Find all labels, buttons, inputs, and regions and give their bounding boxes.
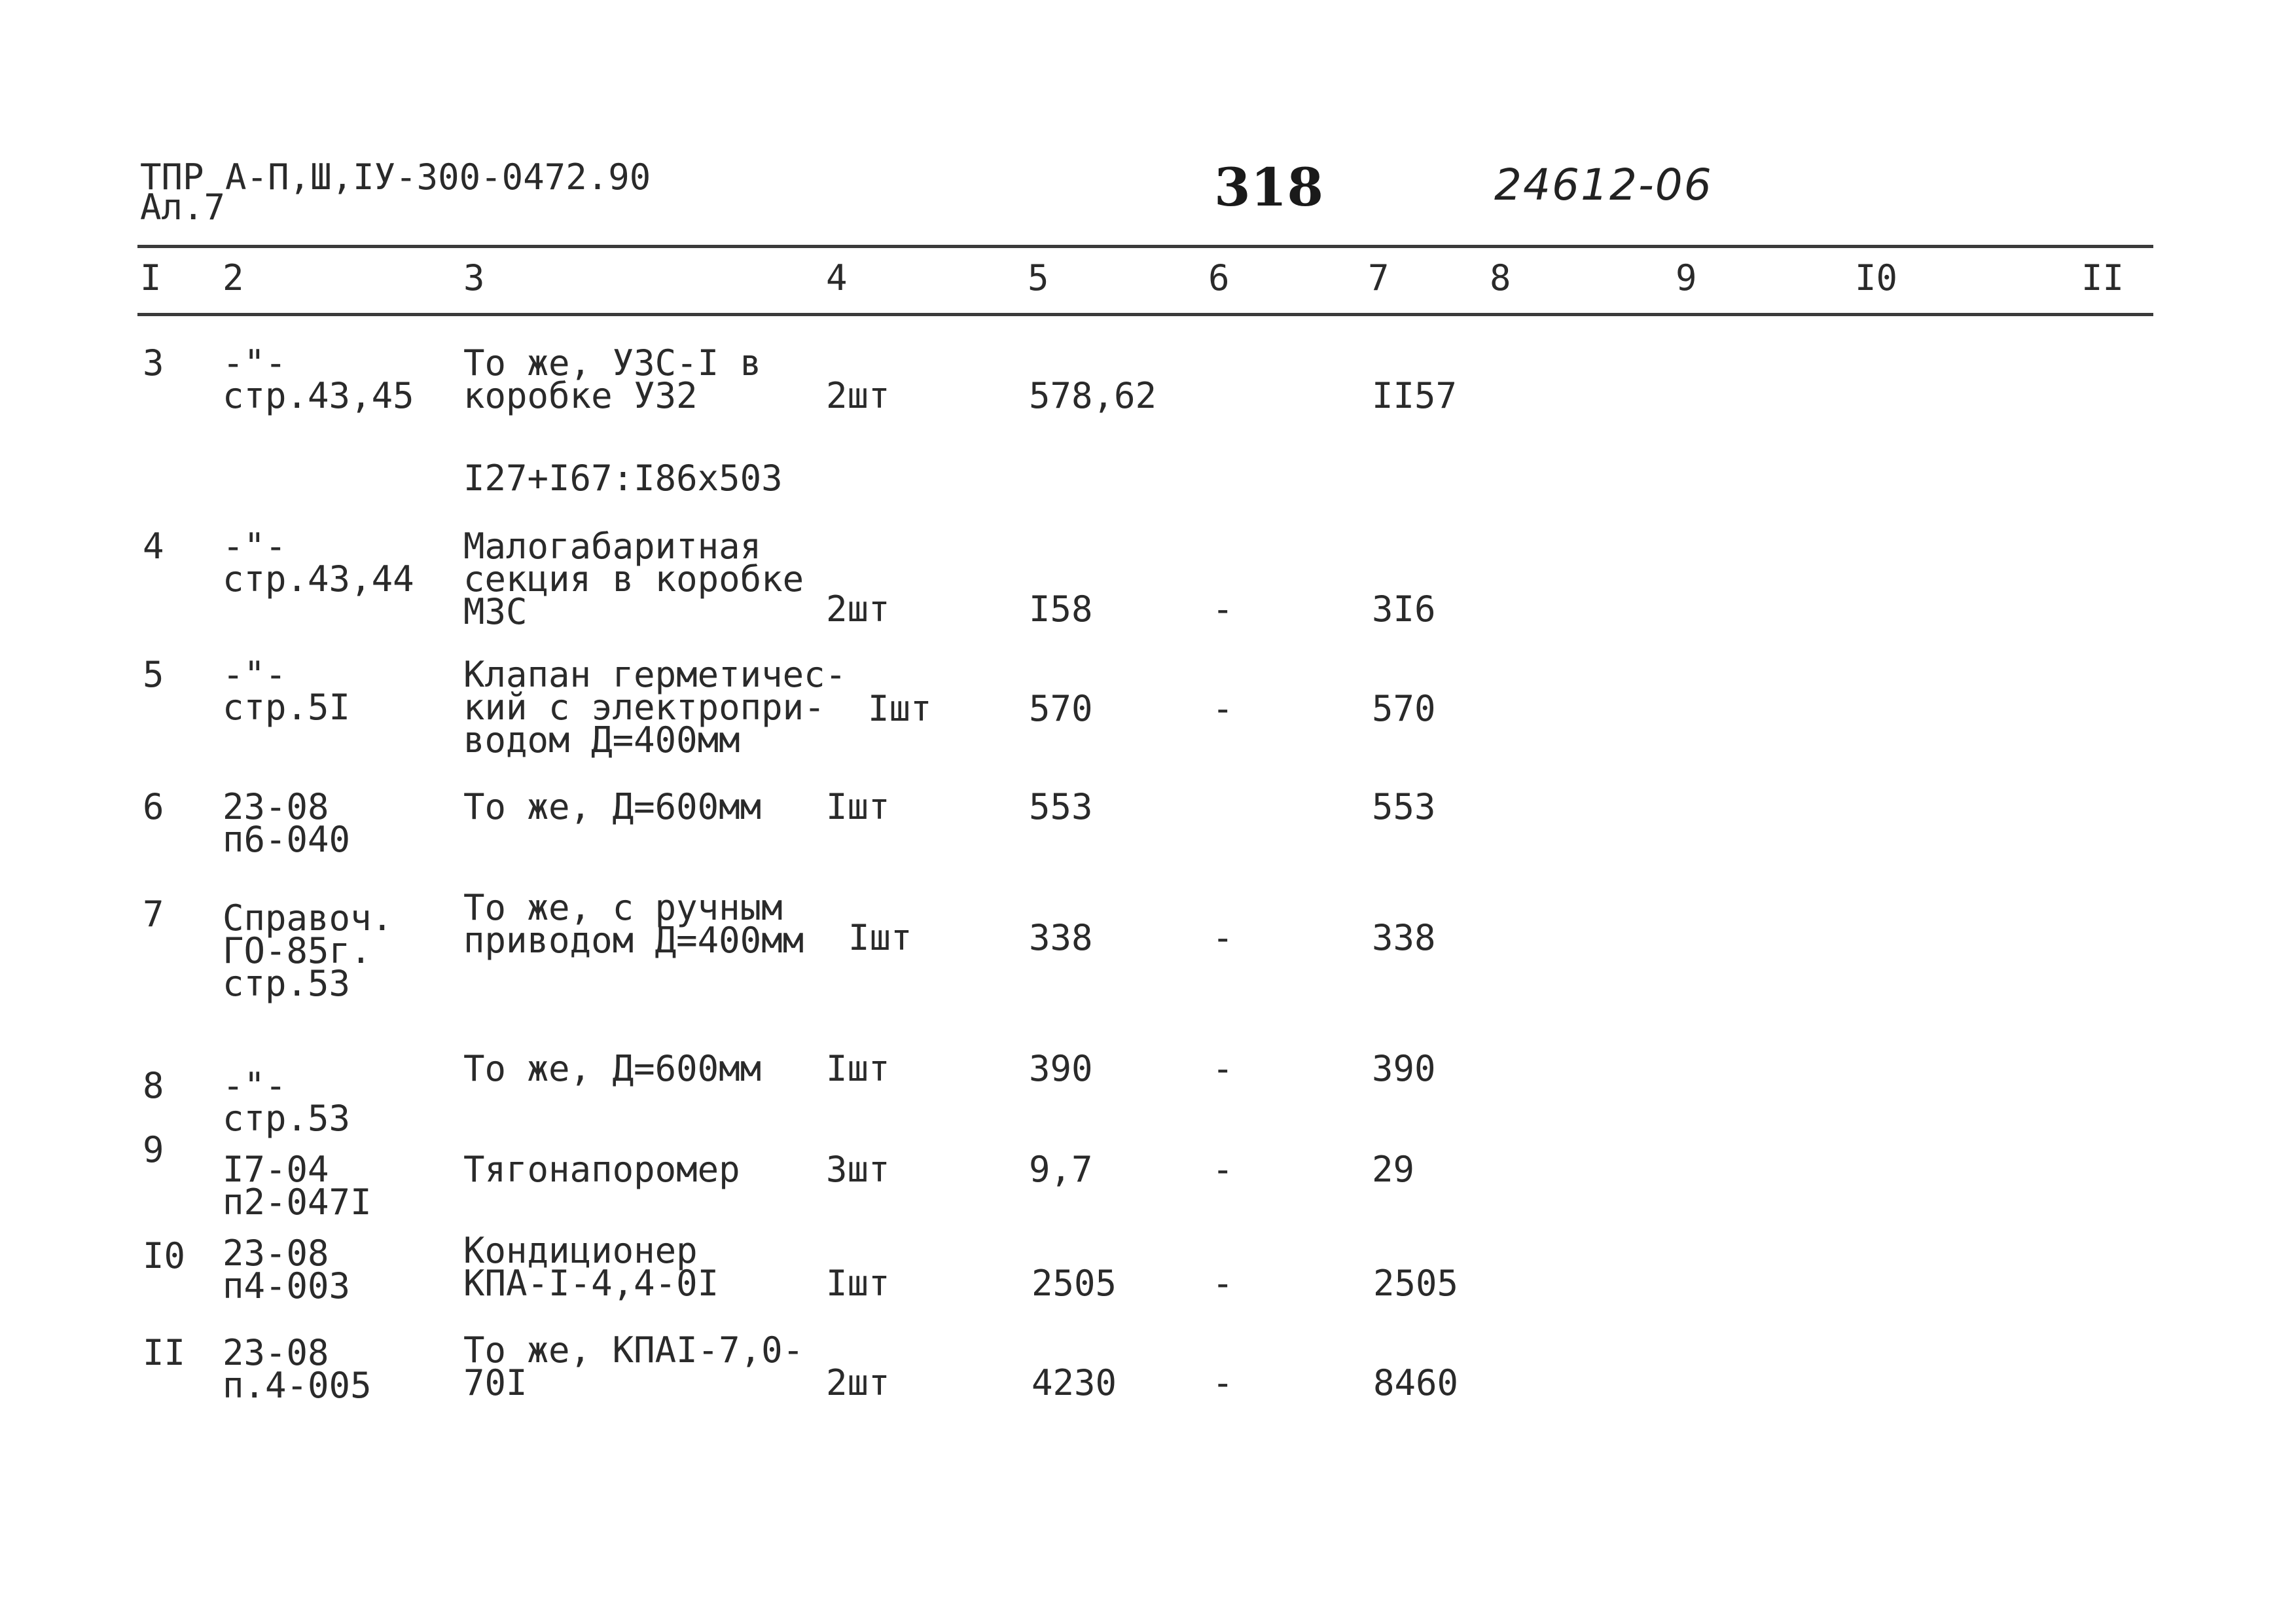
row-dash: - xyxy=(1212,1149,1234,1190)
row-dash: - xyxy=(1212,588,1234,630)
top-rule xyxy=(137,245,2153,248)
row-quantity: 2шт xyxy=(826,1362,890,1403)
row-total: 390 xyxy=(1372,1048,1436,1089)
row-dash: - xyxy=(1212,1048,1234,1089)
column-header: 4 xyxy=(826,257,848,298)
column-header: I0 xyxy=(1855,257,1898,298)
row-total: 3I6 xyxy=(1372,588,1436,630)
row-number: 5 xyxy=(143,654,164,695)
column-header: 5 xyxy=(1028,257,1049,298)
row-total: 2505 xyxy=(1373,1263,1459,1304)
column-header: 3 xyxy=(463,257,485,298)
row-number: 4 xyxy=(143,526,164,567)
row-number: 8 xyxy=(143,1065,164,1106)
row-price: 2505 xyxy=(1031,1263,1117,1304)
row-total: 29 xyxy=(1372,1149,1415,1190)
row-name: То же, Д=600мм xyxy=(463,786,762,827)
calculation-note: I27+I67:I86x503 xyxy=(463,458,783,499)
column-header: I xyxy=(140,257,162,298)
row-reference: 23-08 п4-003 xyxy=(223,1233,351,1307)
row-total: 338 xyxy=(1372,917,1436,958)
row-total: 553 xyxy=(1372,786,1436,827)
row-reference: Справоч. ГО-85г. стр.53 xyxy=(223,897,393,1004)
column-header: 8 xyxy=(1490,257,1511,298)
row-price: 570 xyxy=(1029,688,1093,729)
row-quantity: Iшт xyxy=(826,1263,890,1304)
column-header: 6 xyxy=(1208,257,1230,298)
row-reference: I7-04 п2-047I xyxy=(223,1149,372,1223)
row-name: Кондиционер КПА-I-4,4-0I xyxy=(463,1230,719,1304)
page-number: 318 xyxy=(1214,156,1323,218)
row-total: 570 xyxy=(1372,688,1436,729)
header-rule xyxy=(137,313,2153,316)
row-name: Клапан герметичес- кий с электропри- водом Д=400мм xyxy=(463,654,847,761)
row-price: 338 xyxy=(1029,917,1093,958)
row-price: 553 xyxy=(1029,786,1093,827)
row-quantity: Iшт xyxy=(826,786,890,827)
row-quantity: Iшт xyxy=(868,688,932,729)
row-quantity: 3шт xyxy=(826,1149,890,1190)
row-reference: -"- стр.5I xyxy=(223,654,351,728)
row-reference: 23-08 п.4-005 xyxy=(223,1332,372,1406)
row-price: 578,62 xyxy=(1029,375,1157,416)
row-dash: - xyxy=(1212,1263,1234,1304)
row-number: 3 xyxy=(143,342,164,384)
row-price: 390 xyxy=(1029,1048,1093,1089)
row-reference: -"- стр.43,44 xyxy=(223,526,414,600)
column-header: 2 xyxy=(223,257,244,298)
row-dash: - xyxy=(1212,688,1234,729)
row-reference: -"- стр.53 xyxy=(223,1065,351,1139)
row-name: То же, КПАI-7,0- 70I xyxy=(463,1329,804,1403)
row-name: То же, УЗС-I в коробке У32 xyxy=(463,342,762,416)
row-total: 8460 xyxy=(1373,1362,1459,1403)
row-number: 6 xyxy=(143,786,164,827)
row-dash: - xyxy=(1212,917,1234,958)
row-quantity: 2шт xyxy=(826,588,890,630)
row-name: То же, с ручным приводом Д=400мм xyxy=(463,887,804,961)
row-name: Тягонапоромер xyxy=(463,1149,740,1190)
row-dash: - xyxy=(1212,1362,1234,1403)
column-header: II xyxy=(2081,257,2125,298)
row-price: 9,7 xyxy=(1029,1149,1093,1190)
row-name: Малогабаритная секция в коробке МЗС xyxy=(463,526,804,632)
row-number: I0 xyxy=(143,1235,186,1276)
row-price: 4230 xyxy=(1031,1362,1117,1403)
row-reference: 23-08 п6-040 xyxy=(223,786,351,860)
row-number: II xyxy=(143,1332,186,1373)
row-total: II57 xyxy=(1372,375,1458,416)
row-number: 9 xyxy=(143,1129,164,1170)
column-header: 9 xyxy=(1676,257,1697,298)
column-header: 7 xyxy=(1368,257,1390,298)
row-quantity: 2шт xyxy=(826,375,890,416)
row-number: 7 xyxy=(143,893,164,935)
row-reference: -"- стр.43,45 xyxy=(223,342,414,416)
row-quantity: Iшт xyxy=(826,1048,890,1089)
row-name: То же, Д=600мм xyxy=(463,1048,762,1089)
row-price: I58 xyxy=(1029,588,1093,630)
document-code: ТПР А-П,Ш,IУ-300-0472.90 Ал.7 xyxy=(140,156,651,228)
handwritten-number: 24612-06 xyxy=(1494,160,1713,210)
row-quantity: Iшт xyxy=(848,917,912,958)
